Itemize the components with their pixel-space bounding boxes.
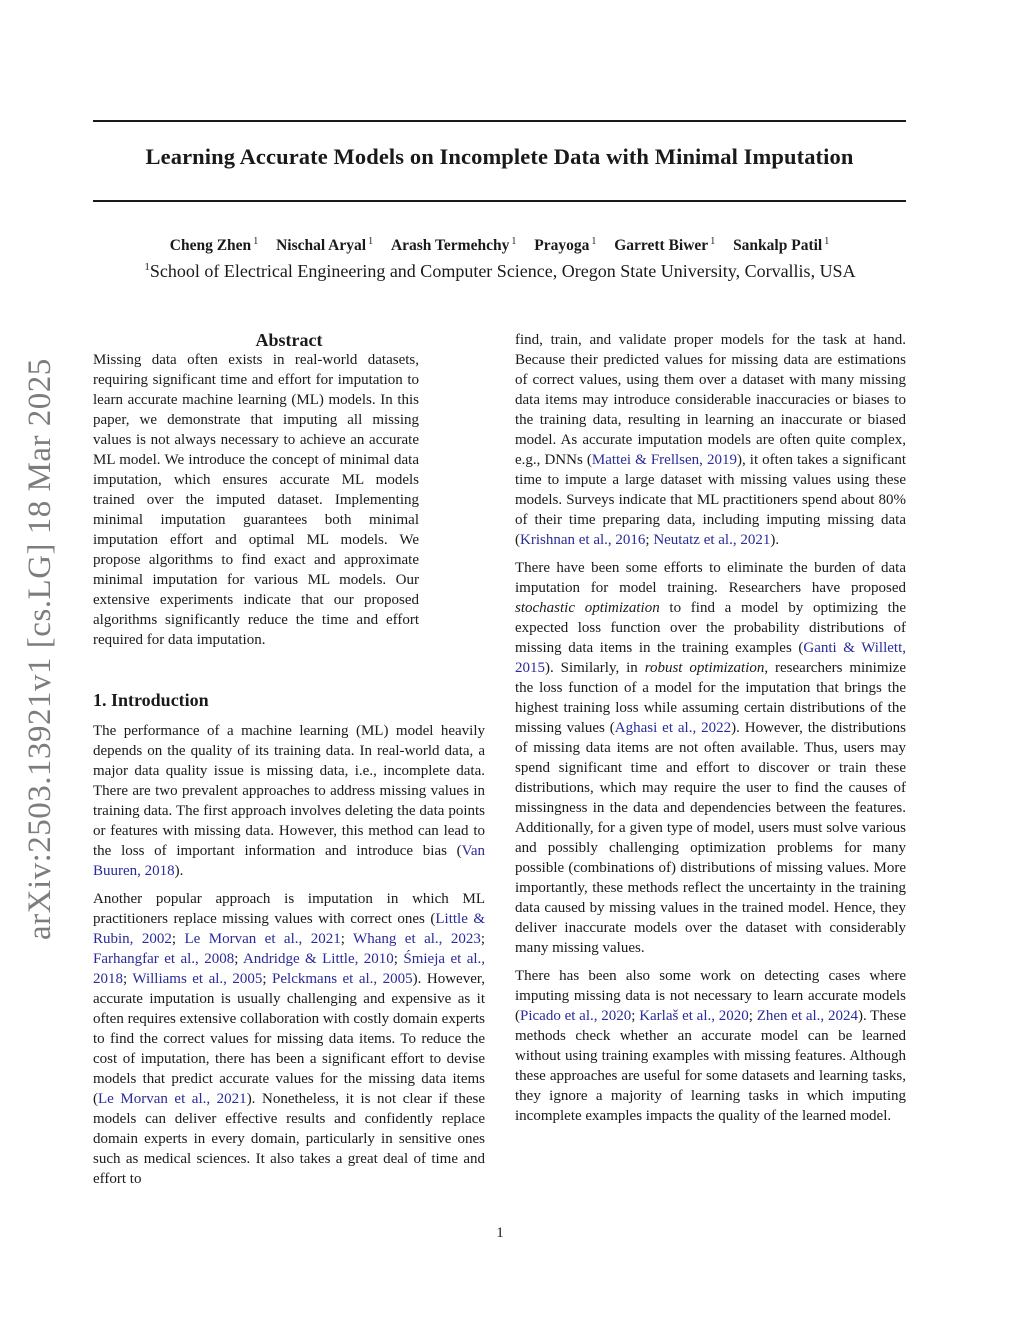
abstract-text: Missing data often exists in real-world datasets, requiring significant time and effort for imputation to learn accurate machine learning (ML) models. In this paper, we demonstrate that imputing all missing values is not always necessary to achieve an accurate ML model. We introduce the concept of minimal data imputation, which ensures accurate ML models trained over the imputed dataset. Implementing minimal imputation guarantees both minimal imputation effort and optimal ML models. We propose algorithms to find exact and approximate minimal imputation for various ML models. Our extensive experiments indicate that our proposed algorithms significantly reduce the time and effort required for data imputation.: [93, 352, 419, 648]
separator: ;: [748, 1008, 757, 1024]
emphasis-term: robust optimization: [644, 660, 765, 676]
separator: ;: [645, 532, 654, 548]
author: [170, 237, 258, 254]
paragraph-text: to find a model by optimizing the expected loss function over the probability distributions of missing data items in the training examples (: [515, 600, 906, 656]
paragraph-text: Another popular approach is imputation in which ML practitioners replace missing values with correct ones (: [93, 891, 485, 927]
paragraph-text: The performance of a machine learning (ML) model heavily depends on the quality of its training data. In real-world data, a major data quality issue is missing data, i.e., incomplete data. There are two prevalent approaches to address missing values in training data. The first approach involves deleting the data points or features with missing data. However, this method can lead to the loss of important information and introduce bias (: [93, 723, 485, 859]
paper-title: Learning Accurate Models on Incomplete Data with Minimal Imputation: [145, 144, 854, 169]
author-list: [93, 236, 906, 255]
author-name: Garrett Biwer: [614, 237, 709, 254]
paragraph-text: , researchers minimize the loss function of a model for the imputation that brings the highest training loss while assuming certain distributions of the missing values (: [515, 660, 906, 736]
author-name: Sankalp Patil: [733, 237, 823, 254]
affiliation: [60, 261, 940, 282]
affiliation-mark: 1: [511, 236, 517, 247]
author: [534, 237, 596, 254]
citation-link[interactable]: Le Morvan et al., 2021: [184, 931, 341, 947]
paragraph-text: ). However, the distributions of missing data items are not often available. Thus, users may spend significant time and effort to discover or train these distributions, which may require the user to find the causes of missingness in the data and dependencies between the features. Additionally, for a given type of model, users must solve various and possibly challenging optimization problems for many possible (combinations of) distributions of missing values. More importantly, these methods reflect the uncertainty in the training data caused by missing values in the trained model. Hence, they deliver inaccurate models over the dataset with considerably many missing values.: [515, 720, 906, 956]
author: [391, 237, 516, 254]
intro-paragraph-2: [93, 889, 485, 1189]
page-number: 1: [496, 1225, 504, 1241]
top-rule: [93, 120, 906, 122]
citation-link[interactable]: Ganti & Willett, 2015: [515, 640, 906, 676]
citation-link[interactable]: Little & Rubin, 2002: [93, 911, 485, 947]
separator: ;: [234, 951, 243, 967]
citation-link[interactable]: Le Morvan et al., 2021: [98, 1091, 247, 1107]
section-heading-introduction: 1. Introduction: [93, 690, 209, 710]
separator: ;: [262, 971, 273, 987]
separator: ;: [171, 931, 185, 947]
abstract-heading: Abstract: [255, 330, 323, 350]
author-name: Cheng Zhen: [169, 237, 252, 254]
paragraph-text: ). Similarly, in: [545, 660, 645, 676]
citation-link[interactable]: Van Buuren, 2018: [93, 843, 485, 879]
intro-paragraph-4: [515, 966, 906, 1126]
citation-link[interactable]: Picado et al., 2020: [520, 1008, 632, 1024]
author-name: Arash Termehchy: [390, 237, 510, 254]
citation-link[interactable]: Whang et al., 2023: [353, 931, 481, 947]
left-column: [93, 330, 485, 1189]
paragraph-text: ). These methods check whether an accurate model can be learned without using training examples with missing features. Although these approaches are useful for some datasets and learning tasks, they ignore a majority of learning tasks in which imputing incomplete examples impacts the quality of the learned model.: [515, 1008, 906, 1124]
paragraph-text: There have been some efforts to eliminate the burden of data imputation for model training. Researchers have proposed: [515, 560, 906, 596]
author: [614, 237, 715, 254]
paragraph-text: ).: [770, 532, 780, 548]
affiliation-mark: 1: [824, 236, 830, 247]
author: [276, 237, 373, 254]
citation-link[interactable]: Pelckmans et al., 2005: [272, 971, 413, 987]
author-name: Nischal Aryal: [276, 237, 367, 254]
paragraph-text: find, train, and validate proper models for the task at hand. Because their predicted values for missing data are estimations of correct values, using them over a dataset with many missing data items may introduce considerable inaccuracies or biases to the training data, resulting in learning an inaccurate or biased model. As accurate imputation models are often quite complex, e.g., DNNs (: [515, 332, 906, 468]
paragraph-text: ), it often takes a significant time to impute a large dataset with missing values using these models. Surveys indicate that ML practitioners spend about 80% of their time preparing data, including imputing missing data (: [515, 452, 906, 548]
citation-link[interactable]: Zhen et al., 2024: [756, 1008, 858, 1024]
affiliation-mark: 1: [591, 236, 597, 247]
citation-link[interactable]: Aghasi et al., 2022: [614, 720, 732, 736]
separator: ;: [631, 1008, 640, 1024]
bottom-rule: [93, 200, 906, 202]
separator: ;: [393, 951, 404, 967]
separator: ;: [340, 931, 354, 947]
author: [733, 237, 829, 254]
affiliation-mark: 1: [368, 236, 374, 247]
affiliation-mark: 1: [710, 236, 716, 247]
citation-link[interactable]: Neutatz et al., 2021: [653, 532, 771, 548]
paragraph-text: ). Nonetheless, it is not clear if these models can deliver effective results and confidently replace domain experts in every domain, particularly in sensitive ones such as medical sciences. It also takes a great deal of time and effort to: [93, 1091, 486, 1187]
separator: ;: [480, 931, 485, 947]
intro-paragraph-1: [93, 721, 485, 881]
citation-link[interactable]: Śmieja et al., 2018: [93, 951, 486, 987]
citation-link[interactable]: Mattei & Frellsen, 2019: [591, 452, 737, 468]
affiliation-text: School of Electrical Engineering and Computer Science, Oregon State University, Corvallis, USA: [149, 261, 856, 281]
citation-link[interactable]: Farhangfar et al., 2008: [93, 951, 235, 967]
right-column: [515, 330, 906, 1126]
intro-paragraph-2-continued: [515, 330, 906, 550]
affiliation-mark: 1: [253, 236, 259, 247]
citation-link[interactable]: Krishnan et al., 2016: [520, 532, 646, 548]
arxiv-stamp: arXiv:2503.13921v1 [cs.LG] 18 Mar 2025: [22, 358, 58, 940]
author-name: Prayoga: [534, 237, 590, 254]
citation-link[interactable]: Andridge & Little, 2010: [242, 951, 394, 967]
paragraph-text: ). However, accurate imputation is usually challenging and expensive as it often requires extensive collaboration with costly domain experts to find the correct values for missing data items. To reduce the cost of imputation, there has been a significant effort to devise models that predict accurate values for the missing data items (: [93, 971, 485, 1107]
citation-link[interactable]: Karlaš et al., 2020: [639, 1008, 749, 1024]
emphasis-term: stochastic optimization: [515, 600, 660, 616]
citation-link[interactable]: Williams et al., 2005: [132, 971, 263, 987]
paragraph-text: ).: [174, 863, 184, 879]
paragraph-text: There has been also some work on detecting cases where imputing missing data is not necessary to learn accurate models (: [515, 968, 906, 1024]
affiliation-mark: 1: [144, 261, 150, 273]
intro-paragraph-3: [515, 558, 906, 958]
separator: ;: [123, 971, 133, 987]
